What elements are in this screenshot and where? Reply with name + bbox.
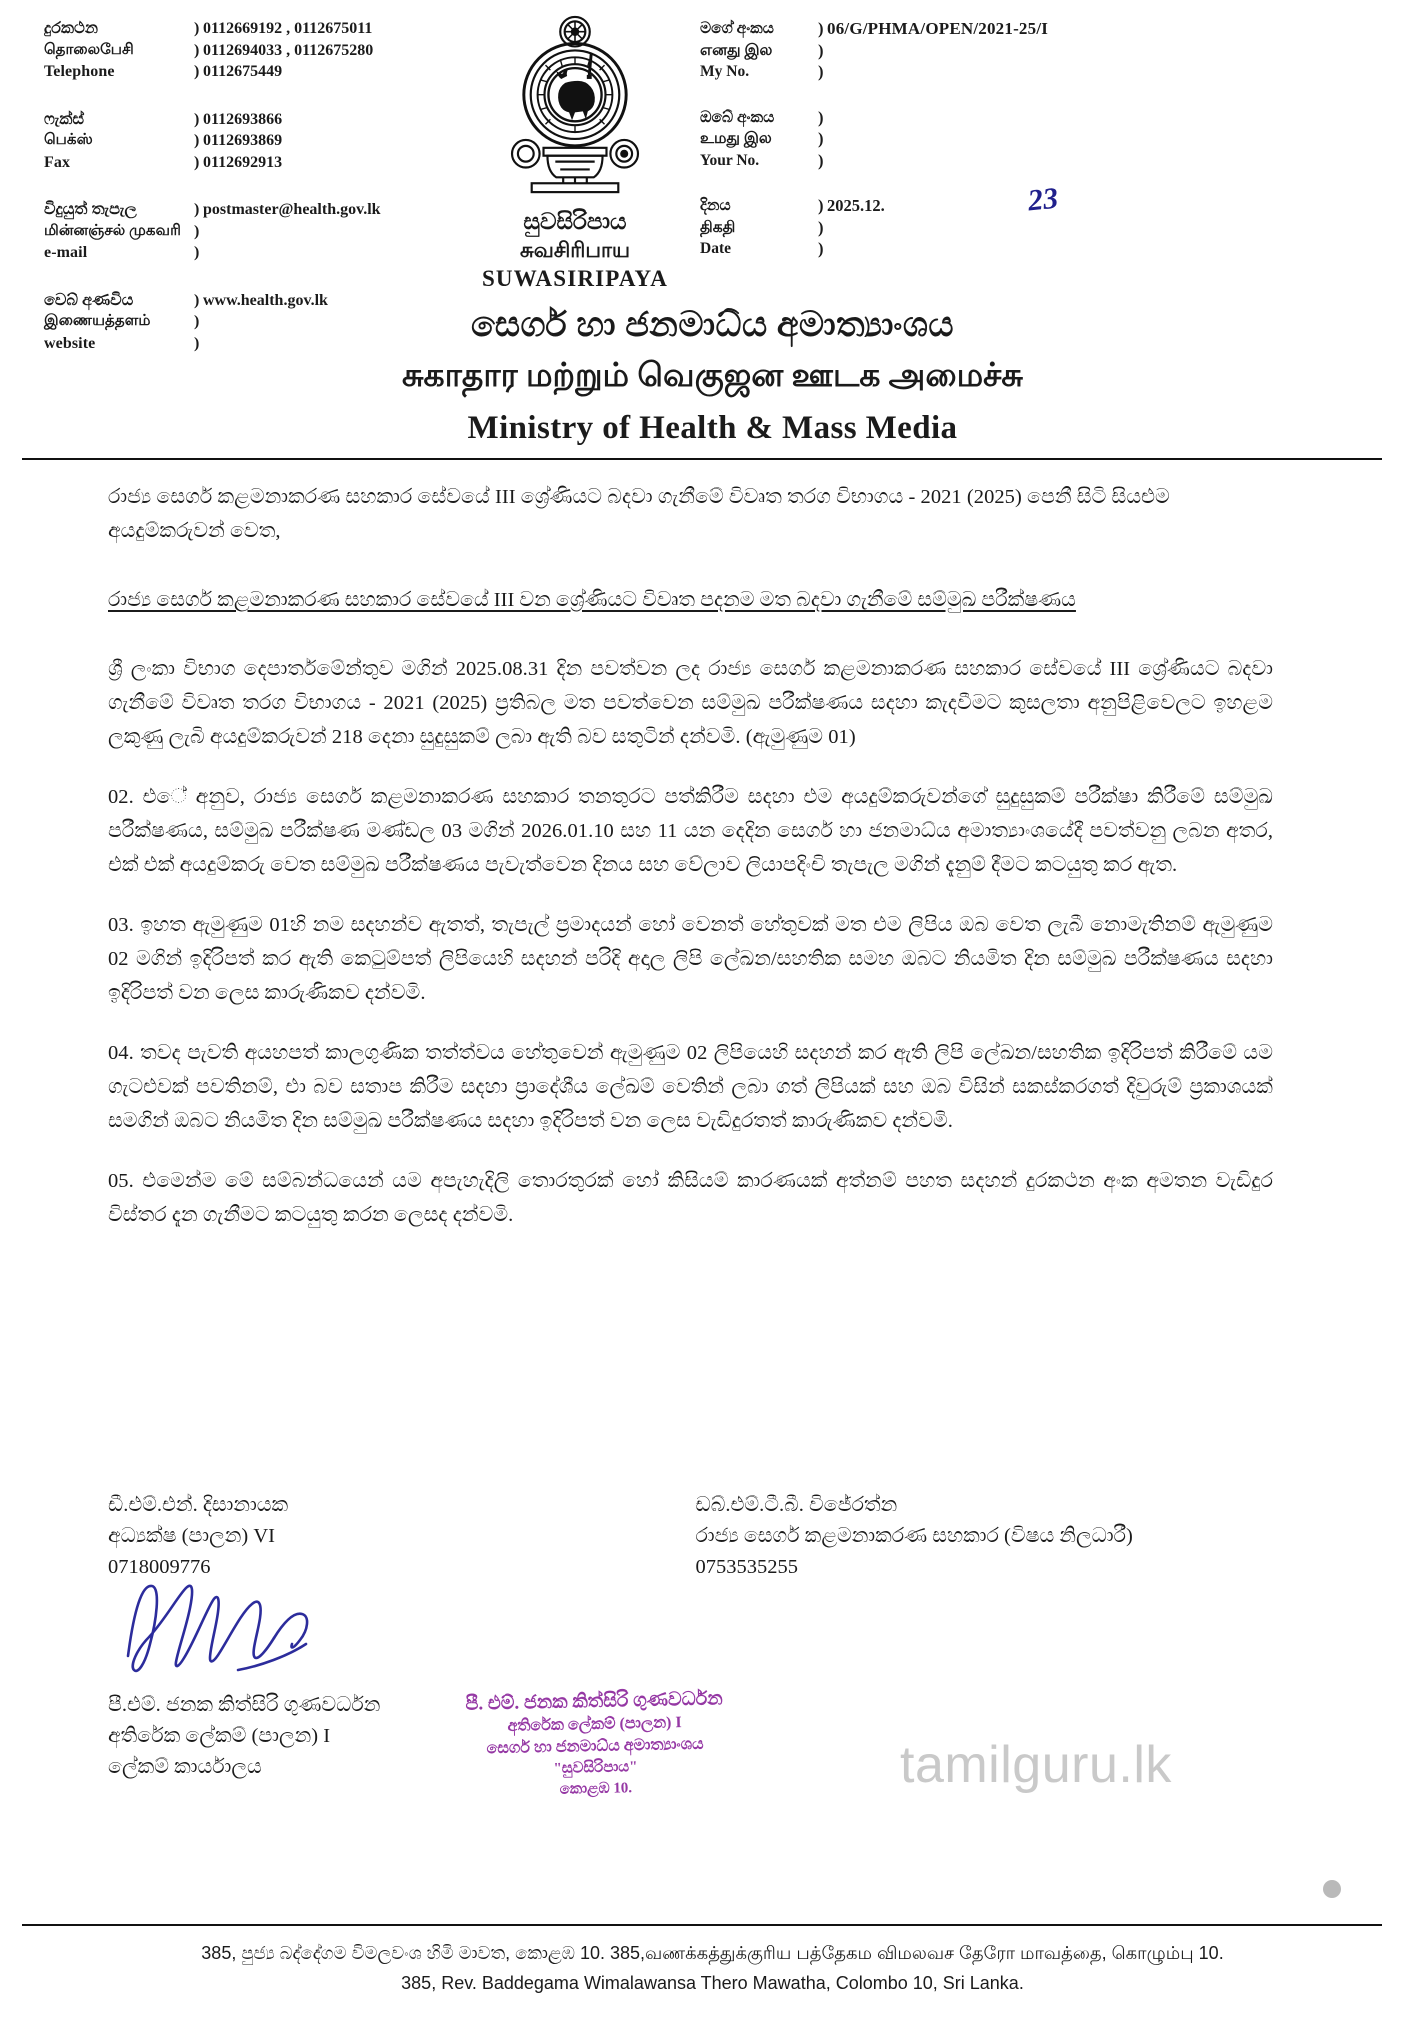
handwritten-day: 23: [1026, 181, 1060, 218]
paragraph-04: 04. තවද පැවති අයහපත් කාලගුණික තත්ත්වය හේතුවෙන් ඇමුණුම 02 ලිපියෙහි සදහන් කර ඇති ලිපි ලේඛන/සහතික ඉදිරිපත් කිරීමේ යම ගැටළුවක් පවතිනම්, එා බව සතාප කිරීම සදහා ප්‍රාදේශීය ලේඛම් වෙතින් ලබා ගත් ලිපියක් සහ ඔබ විසින් සකස්කරගත් දිවුරුම් ප්‍රකාශයක් සමගින් ඔබට නියමිත දින සම්මුඛ පරීක්ෂණය සදහා ඉදිරිපත් වන ලෙස වැඩිදුරතත් කාරුණිකව දන්වමි.: [108, 1042, 1273, 1132]
signatory-name: පී.එම්. ජනක කිත්සිරි ගුණවර්ධන: [108, 1694, 381, 1716]
paren-glyph: ): [194, 313, 200, 330]
addressee-line: රාජ්‍ය සෙර්ග කළමනාකරණ සහකාර සේවයේ III ශ්‍රේණියට බදවා ගැනීමේ විවෘත තරග විභාගය - 2021 (2025) පෙනී සිටි සියළුම අයදුම්කරුවන් වෙත,: [108, 486, 1170, 542]
fax-labels: [44, 109, 194, 174]
signatory-title: අතිරේක ලේකම් (පාලන) I: [108, 1725, 331, 1747]
paren-glyph: ): [194, 222, 200, 240]
fax-label-ta: பெக்ஸ்: [44, 132, 93, 148]
telephone-label-en: Telephone: [44, 63, 115, 80]
telephone-numbers-2: 0112694033 , 0112675280: [203, 41, 374, 59]
your-no-blank-3: [818, 150, 1400, 172]
paren-glyph: ): [818, 196, 824, 215]
my-no-label-en: My No.: [700, 63, 750, 80]
my-no-group: [700, 18, 1400, 83]
ministry-title-english: Ministry of Health & Mass Media: [467, 410, 958, 446]
fax-label-en: Fax: [44, 153, 71, 171]
date-blank-2: [818, 238, 1400, 260]
your-no-blank-2: [818, 128, 1400, 150]
officer-right-title: රාජ්‍ය සෙර්ග කළමනාකරණ සහකාර (විෂය නිලධාරී): [695, 1525, 1133, 1547]
fax-values: [194, 109, 484, 174]
paren-glyph: ): [194, 334, 200, 352]
date-labels: [700, 195, 818, 260]
website-label-ta: இணையத்தளம்: [44, 313, 151, 329]
letterhead: [0, 0, 1425, 462]
footer-address-si-ta: 385, පුජ්‍ය බද්දේගම විමලවංශ හිමි මාවත, කොළඹ 10. 385,வணக்கத்துக்குரிய பத்தேகம விமலவச தேரோ மாவத்தை, கொழும்பு 10.: [201, 1943, 1224, 1963]
officer-right-name: ඩබ්.එම්.ටී.බී. විජේරත්න: [695, 1494, 898, 1516]
your-no-label-si: ඔබේ අංකය: [700, 108, 775, 126]
contact-officers-row: [108, 1490, 1273, 1583]
paren-glyph: ): [818, 40, 824, 60]
website-label-en: website: [44, 334, 96, 352]
telephone-labels: [44, 18, 194, 83]
handwritten-signature: [120, 1570, 370, 1690]
reference-details-block: [700, 18, 1400, 284]
fax-group: [44, 109, 484, 174]
emblem-block: [465, 14, 685, 294]
telephone-value-1: [194, 18, 484, 40]
paren-glyph: ): [194, 110, 200, 128]
letter-body: [108, 480, 1273, 1258]
my-no-labels: [700, 18, 818, 83]
paren-glyph: ): [194, 244, 200, 261]
suwasiripaya-english: SUWASIRIPAYA: [481, 266, 669, 291]
fax-value-3: [194, 152, 484, 174]
email-label-en: e-mail: [44, 244, 88, 261]
paren-glyph: ): [194, 41, 200, 59]
telephone-label-si: දුරකථන: [44, 20, 99, 37]
date-label-si: දිනය: [700, 197, 731, 214]
your-no-values: [818, 107, 1400, 172]
telephone-label-ta: தொலைபேசி: [44, 41, 134, 58]
my-no-label-ta: எனது இல: [700, 41, 773, 59]
stamp-name: පී. එම්. ජනක කිත්සිරි ගුණවර්ධන: [465, 1688, 723, 1715]
sri-lanka-national-emblem-icon: [496, 14, 654, 199]
email-labels: [44, 199, 194, 264]
fax-label-si: ෆැක්ස්: [44, 110, 85, 128]
fax-number-2: 0112693869: [203, 132, 283, 149]
website-label-si: වෙබ් අණවිය: [44, 291, 134, 309]
scan-artifact-dot: [1323, 1880, 1341, 1898]
paren-glyph: ): [194, 153, 200, 171]
my-no-blank-1: [818, 40, 1400, 62]
header-divider-rule: [22, 458, 1382, 460]
paren-glyph: ): [194, 132, 200, 149]
ministry-title-block: [0, 300, 1425, 454]
officer-left-phone: 0718009776: [108, 1556, 211, 1578]
ministry-title-sinhala: සෙර්ග හා ජනමාධ්ය අමාත්‍යාංශය: [470, 305, 955, 344]
stamp-title: අතිරේක ලේකම් (පාලන) I: [507, 1714, 682, 1735]
paren-glyph: ): [818, 62, 824, 81]
paragraph-03: 03. ඉහත ඇමුණුම 01හි නම සදහන්ව ඇතත්, තැපැල් ප්‍රමාදයන් හෝ වෙනත් හේතුවක් මත එම ලිපිය ඔබ වෙත ලැබී නොමැතිනම් ඇමුණුම 02 මගින් ඉදිරිපත් කර ඇති කෙටුම්පත් ලිපියෙහි සදහන් පරිදි අදාල ලිපි ලේඛන/සහතික සමහ ඔබට නියමිත දින සම්මුඛ පරීක්ෂණය සදහා ඉදිරිපත් වන ලෙස කාරුණිකව දන්වමි.: [108, 914, 1273, 1004]
paragraph-05: 05. එමෙන්ම මේ සම්බන්ධයෙන් යම අපැහැදිලි තොරතුරක් හෝ කිසියම් කාරණයක් අත්නම් පහත සදහන් දුරකථන අංක අමතන වැඩිදුර විස්තර දැන ගැනීමට කටයුතු කරන ලෙසද දන්වමි.: [108, 1170, 1273, 1226]
footer-address-en: 385, Rev. Baddegama Wimalawansa Thero Mawatha, Colombo 10, Sri Lanka.: [401, 1973, 1024, 1993]
my-no-value: [818, 18, 1400, 40]
email-label-si: විදුයුත් තැපැල: [44, 201, 137, 218]
website-url: www.health.gov.lk: [203, 291, 328, 309]
paren-glyph: ): [194, 201, 200, 218]
paren-glyph: ): [194, 63, 200, 80]
footer-address-block: [0, 1938, 1425, 1998]
my-no-label-si: මගේ අංකය: [700, 20, 774, 37]
your-no-label-en: Your No.: [700, 151, 760, 169]
stamp-ministry: සෙර්ග හා ජනමාධ්ය අමාත්‍යාංශය: [486, 1735, 704, 1758]
stamp-building: "සුවසිරිපාය": [553, 1759, 638, 1777]
telephone-values: [194, 18, 484, 83]
date-values: [818, 181, 1400, 260]
suwasiripaya-tamil: சுவசிரிபாய: [520, 238, 630, 262]
office-stamp: [429, 1687, 761, 1804]
officer-right-phone: 0753535255: [695, 1556, 798, 1578]
fax-number-3: 0112692913: [203, 153, 283, 171]
telephone-value-3: [194, 61, 484, 83]
telephone-numbers-1: 0112669192 , 0112675011: [203, 20, 373, 37]
date-value: [818, 195, 1400, 217]
fax-value-2: [194, 130, 484, 152]
my-no-blank-2: [818, 61, 1400, 83]
email-value-2: [194, 221, 484, 243]
paragraph-02: 02. එේ අනුව, රාජ්‍ය සෙර්ග කළමනාකරණ සහකාර තනතුරට පත්කිරීම සදහා එම අයදුම්කරුවන්ගේ සුදුසුකම් පරීක්ෂා කිරීමේ සම්මුඛ පරීක්ෂණය, සම්මුඛ පරීක්ෂණ මණ්ඩල 03 මගින් 2026.01.10 සහ 11 යන දෙදින සෙර්ග හා ජනමාධ්ය අමාත්‍යාංශයේදී පවත්වනු ලබන අතර, එක් එක් අයදුම්කරු වෙත සම්මුඛ පරීක්ෂණය පැවැත්වෙන දිනය සහ වේලාව ලියාපදිංචි තැපැල මගින් දැනුම් දීමට කටයුතු කර ඇත.: [108, 786, 1273, 876]
telephone-numbers-3: 0112675449: [203, 63, 283, 80]
email-address: postmaster@health.gov.lk: [203, 201, 381, 218]
officer-left-name: ඩී.එම්.එන්. දිසානායක: [108, 1494, 289, 1516]
officer-left: [108, 1490, 686, 1583]
date-label-ta: திகதி: [700, 218, 736, 236]
your-no-label-ta: உமது இல: [700, 130, 772, 147]
paren-glyph: ): [194, 20, 200, 37]
paren-glyph: ): [818, 217, 824, 237]
officer-left-title: අධ්‍යක්ෂ (පාලන) VI: [108, 1525, 275, 1547]
reference-number: 06/G/PHMA/OPEN/2021-25/I: [827, 19, 1049, 38]
paragraph-01: ශ්‍රී ලංකා විභාග දෙපාර්තමේන්තුව මගින් 2025.08.31 දින පවත්වන ලද රාජ්‍ය සෙර්ග කළමනාකරණ සහකාර සේවයේ III ශ්‍රේණියට බදවා ගැනීමේ විවෘත තරග විභාගය - 2021 (2025) ප්‍රතිබල මත පවත්වෙන සම්මුඛ පරීක්ෂණය සදහා කැදවීමට කුසලතා අනුපිළිවෙලට ඉහළම ලකුණු ලැබි අයදුම්කරුවන් 218 දෙනා සුදුසුකම් ලබා ඇති බව සතුටින් දන්වමි. (ඇමුණුම 01): [108, 658, 1273, 748]
paren-glyph: ): [818, 239, 824, 258]
footer-divider-rule: [22, 1924, 1382, 1926]
date-group: [700, 181, 1400, 260]
subject-heading: රාජ්‍ය සෙර්ග කළමනාකරණ සහකාර සේවයේ III වන ශ්‍රේණියට විවෘත පදනම මත බදවා ගැනීමේ සම්මුඛ පරීක්ෂණය: [108, 589, 1076, 611]
my-no-values: [818, 18, 1400, 83]
paren-glyph: ): [818, 107, 824, 127]
email-value-3: [194, 242, 484, 264]
site-watermark: tamilguru.lk: [900, 1736, 1172, 1794]
fax-number-1: 0112693866: [203, 110, 283, 128]
telephone-value-2: [194, 40, 484, 62]
date-label-en: Date: [700, 240, 731, 257]
ministry-title-tamil: சுகாதார மற்றும் வெகுஜன ஊடக அமைச்சு: [402, 358, 1023, 394]
date-printed: 2025.12.: [827, 196, 885, 215]
signatory-office: ලේකම් කාර්යාලය: [108, 1756, 262, 1778]
your-no-group: [700, 107, 1400, 172]
paren-glyph: ): [818, 19, 824, 38]
paren-glyph: ): [194, 291, 200, 309]
your-no-blank-1: [818, 107, 1400, 129]
email-group: [44, 199, 484, 264]
fax-value-1: [194, 109, 484, 131]
paren-glyph: ): [818, 150, 824, 170]
stamp-city: කොළඹ 10.: [559, 1780, 633, 1798]
your-no-labels: [700, 107, 818, 172]
email-label-ta: மின்னஞ்சல் முகவரி: [44, 222, 181, 239]
email-values: [194, 199, 484, 264]
telephone-group: [44, 18, 484, 83]
officer-right: [686, 1490, 1274, 1583]
suwasiripaya-sinhala: සුවසිරිපාය: [523, 209, 627, 234]
email-value-1: [194, 199, 484, 221]
date-blank-1: [818, 217, 1400, 239]
paren-glyph: ): [818, 129, 824, 148]
